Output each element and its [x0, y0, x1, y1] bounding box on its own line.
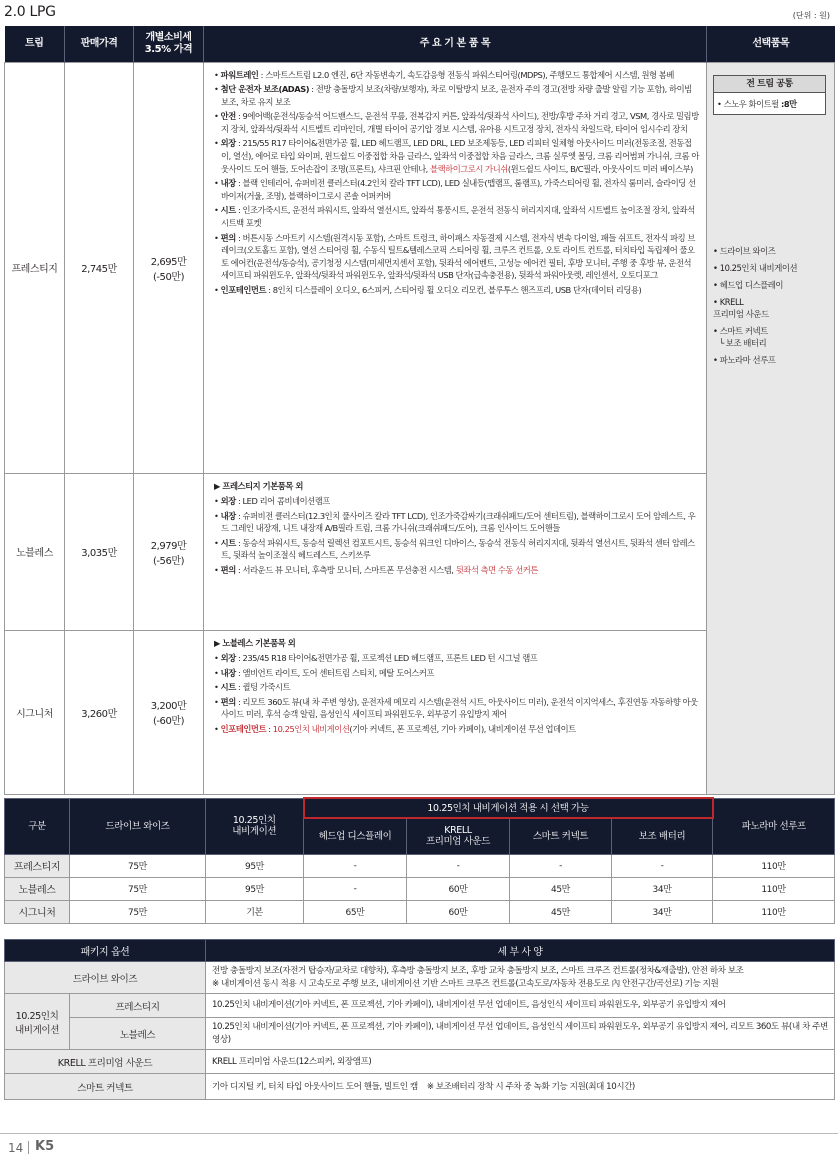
opt-header-battery: 보조 배터리: [612, 818, 713, 854]
feature-item: • 시트 : 퀼팅 가죽시트: [214, 682, 291, 693]
option-item: • 파노라마 선루프: [713, 354, 776, 365]
trim-tax-price: 3,200만 (-60만): [134, 630, 204, 794]
header-trim: 트림: [5, 26, 65, 62]
feature-list: [204, 473, 707, 630]
pkg-detail-drive-wise: 전방 충돌방지 보조(자전거 탑승자/교차로 대향차), 후측방 충돌방지 보조, 후방 교차 충돌방지 보조, 스마트 크루즈 컨트롤(정차&재출발), 안전 하차 보조 ※ 내비게이션 동시 적용 시 고속도로 주행 보조, 내비게이션 기반 스마트 크루즈 컨트롤(고속도로/자동차 전용도로 內 안전구간/곡선로) 기능 지원: [206, 962, 835, 994]
opt-row: [5, 900, 835, 923]
feature-item: • 첨단 운전자 보조(ADAS) : 전방 충돌방지 보조(차량/보행자), 차로 이탈방지 보조, 운전자 주의 경고(전방 차량 출발 알림 기능 포함), 하이빔 보조, 차로 유지 보조: [214, 84, 692, 107]
pkg-label-nav-noblesse: 노블레스: [70, 1018, 206, 1050]
pkg-label-drive-wise: 드라이브 와이즈: [5, 962, 206, 994]
trim-price: 2,745만: [65, 62, 134, 473]
opt-cell: -: [407, 854, 510, 877]
option-item: • 스마트 커넥트: [713, 325, 768, 336]
feature-item: • 외장 : 235/45 R18 타이어&전면가공 휠, 프로젝션 LED 헤드램프, 프론트 LED 턴 시그널 램프: [214, 653, 538, 664]
model-name: K5: [35, 1139, 55, 1154]
opt-header-category: 구분: [5, 798, 70, 854]
base-features-note: ▶ 프레스티지 기본품목 외: [214, 480, 303, 491]
option-item: 프리미엄 사운드: [713, 308, 769, 319]
opt-cell: 75만: [70, 900, 206, 923]
feature-list: [204, 630, 707, 794]
trim-name: 시그니처: [5, 630, 65, 794]
feature-item: • 인포테인먼트 : 10.25인치 내비게이션(기아 커넥트, 폰 프로젝션, 기아 카페이), 내비게이션 무선 업데이트: [214, 724, 576, 735]
page-number: 14: [8, 1141, 24, 1155]
option-item: • 드라이브 와이즈: [713, 245, 776, 256]
pkg-detail-nav-prestige: 10.25인치 내비게이션(기아 커넥트, 폰 프로젝션, 기아 카페이), 내비게이션 무선 업데이트, 음성인식 세이프티 파워윈도우, 외부공기 유입방지 제어: [206, 994, 835, 1018]
trim-row-prestige: [5, 62, 835, 473]
pkg-detail-nav-noblesse: 10.25인치 내비게이션(기아 커넥트, 폰 프로젝션, 기아 카페이), 내비게이션 무선 업데이트, 음성인식 세이프티 파워윈도우, 외부공기 유입방지 제어, 리모트 360도 뷰(내 차 주변 영상): [206, 1018, 835, 1050]
opt-header-drive-wise: 드라이브 와이즈: [70, 798, 206, 854]
opt-row-trim: 시그니처: [5, 900, 70, 923]
feature-item: • 편의 : 버튼시동 스마트키 시스템(원격시동 포함), 스마트 트렁크, 하이패스 자동결제 시스템, 전자식 변속 다이얼, 패들 쉬프트, 전자식 파킹 브레이크(오토홀드 포함), 열선 스티어링 휠, 수동식 틸트&텔레스코픽 스티어링 휠, 크루즈 컨트롤, 오토 라이트 컨트롤, 터치타입 독립제어 풀오토 에어컨(운전석/동승석), 공기청정 시스템(미세먼지센서 포함), 뒷좌석 에어벤트, 고성능 에어컨 필터, 후방 모니터, 주행 중 후방 뷰, 운전석 세이프티 파워윈도우, 앞좌석/뒷좌석 파워윈도우, 앞좌석/뒷좌석 USB 단자(급속충전용), 뒷좌석 파워아웃렛, 레인센서, 오토디포그: [214, 232, 695, 281]
opt-header-smart-connect: 스마트 커넥트: [510, 818, 612, 854]
trim-tax-price: 2,695만 (-50만): [134, 62, 204, 473]
opt-cell: 110만: [713, 854, 835, 877]
trim-name: 프레스티지: [5, 62, 65, 473]
opt-cell: 60만: [407, 900, 510, 923]
opt-row: [5, 877, 835, 900]
pkg-label-nav-prestige: 프레스티지: [70, 994, 206, 1018]
opt-header-hud: 헤드업 디스플레이: [304, 818, 407, 854]
opt-header-navigation: 10.25인치 내비게이션: [206, 798, 304, 854]
option-price-table: [4, 797, 835, 924]
page-title: 2.0 LPG: [4, 4, 56, 20]
trim-tax-price: 2,979만 (-56만): [134, 473, 204, 630]
feature-item: • 편의 : 리모트 360도 뷰(내 차 주변 영상), 운전자세 메모리 시스템(운전석 시트, 아웃사이드 미러), 운전석 이지억세스, 후진연동 자동하향 아웃사이드 미러, 후석 승객 알림, 음성인식 세이프티 파워윈도우, 외부공기 유입방지 제어: [214, 696, 698, 720]
trim-price: 3,035만: [65, 473, 134, 630]
opt-cell: -: [612, 854, 713, 877]
opt-cell: 65만: [304, 900, 407, 923]
opt-cell: 45만: [510, 900, 612, 923]
opt-header-panorama: 파노라마 선루프: [713, 798, 835, 854]
trim-table-header: [5, 26, 835, 62]
base-features-note: ▶ 노블레스 기본품목 외: [214, 637, 296, 648]
feature-item: • 내장 : 앰비언트 라이트, 도어 센터트림 스티치, 메탈 도어스커프: [214, 667, 434, 678]
opt-header-nav-group: 10.25인치 내비게이션 적용 시 선택 가능: [304, 798, 713, 818]
pkg-label-smart-connect: 스마트 커넥트: [5, 1074, 206, 1100]
trim-name: 노블레스: [5, 473, 65, 630]
option-item: • 10.25인치 내비게이션: [713, 262, 798, 273]
feature-item: • 외장 : LED 리어 콤비네이션램프: [214, 496, 330, 507]
trim-table: [4, 26, 835, 795]
opt-row-trim: 노블레스: [5, 877, 70, 900]
package-table: [4, 939, 835, 1100]
common-option-box: [713, 75, 826, 115]
opt-cell: -: [510, 854, 612, 877]
opt-cell: 34만: [612, 877, 713, 900]
feature-item: • 내장 : 슈퍼비전 클러스터(12.3인치 풀사이즈 칼라 TFT LCD), 인조가죽감싸기(크래쉬패드/도어 센터트림), 블랙하이그로시 도어 암레스트, 우드 그레인 내장재, 니트 내장재 A/B필라 트림, 크롬 가니쉬(크래쉬패드/도어), 크롬 인사이드 도어핸들: [214, 510, 696, 534]
pkg-header-detail: 세 부 사 양: [206, 940, 835, 962]
header-tax-price: 개별소비세 3.5% 가격: [134, 26, 204, 62]
feature-item: • 내장 : 블랙 인테리어, 슈퍼비전 클러스터(4.2인치 칼라 TFT LCD), LED 실내등(맵램프, 룸램프), 가죽스티어링 휠, 전자식 룸미러, 슬라이딩 선바이저(거울, 조명), 블랙하이그로시 콘솔 어퍼커버: [214, 178, 696, 201]
feature-item: • 시트 : 동승석 파워시트, 동승석 릴렉션 컴포트시트, 동승석 워크인 디바이스, 동승석 전동식 허리지지대, 뒷좌석 열선시트, 뒷좌석 센터 암레스트, 뒷좌석 높이조절식 헤드레스트, 스키쓰루: [214, 537, 695, 561]
option-column: [707, 62, 835, 794]
opt-cell: 45만: [510, 877, 612, 900]
opt-cell: 95만: [206, 854, 304, 877]
header-price: 판매가격: [65, 26, 134, 62]
opt-cell: -: [304, 877, 407, 900]
unit-note: (단위 : 원): [792, 11, 830, 20]
feature-item: • 편의 : 서라운드 뷰 모니터, 후측방 모니터, 스마트폰 무선충전 시스템, 뒷좌석 측면 수동 선커튼: [214, 565, 538, 576]
opt-cell: 기본: [206, 900, 304, 923]
feature-item: • 인포테인먼트 : 8인치 디스플레이 오디오, 6스피커, 스티어링 휠 오디오 리모컨, 블루투스 핸즈프리, USB 단자(데이터 리딩용): [214, 285, 642, 295]
feature-list: [204, 62, 707, 473]
option-item: • 헤드업 디스플레이: [713, 279, 784, 290]
common-box-title: 전 트림 공통: [714, 76, 825, 93]
feature-item: • 안전 : 9에어백(운전석/동승석 어드밴스드, 운전석 무릎, 전복감지 커튼, 앞좌석/뒷좌석 사이드), 전방/후방 주차 거리 경고, VSM, 경사로 밀림방지 장치, 앞좌석/뒷좌석 시트벨트 리마인더, 개별 타이어 공기압 경보 시스템, 유아용 시트고정 장치, 전자식 차일드락, 타이어 임시수리 장치: [214, 111, 699, 134]
common-box-body: • 스노우 화이트펄 :8만: [717, 98, 797, 109]
opt-header-krell: KRELL 프리미엄 사운드: [407, 818, 510, 854]
footer-divider: [28, 1141, 29, 1154]
feature-item: • 파워트레인 : 스마트스트림 L2.0 엔진, 6단 자동변속기, 속도감응형 전동식 파워스티어링(MDPS), 주행모드 통합제어 시스템, 원형 봄베: [214, 69, 674, 80]
pkg-detail-smart-connect: 기아 디지털 키, 터치 타입 아웃사이드 도어 핸들, 빌트인 캠 ※ 보조배터리 장착 시 주차 중 녹화 기능 지원(최대 10시간): [206, 1074, 835, 1100]
pkg-label-navigation: 10.25인치 내비게이션: [5, 994, 70, 1050]
pkg-detail-krell: KRELL 프리미엄 사운드(12스피커, 외장앰프): [206, 1050, 835, 1074]
pkg-header-package: 패키지 옵션: [5, 940, 206, 962]
opt-cell: 75만: [70, 854, 206, 877]
opt-cell: 95만: [206, 877, 304, 900]
trim-price: 3,260만: [65, 630, 134, 794]
page-footer: [0, 1133, 838, 1164]
opt-cell: 60만: [407, 877, 510, 900]
option-item: • KRELL: [713, 296, 744, 307]
opt-cell: 34만: [612, 900, 713, 923]
opt-cell: 110만: [713, 900, 835, 923]
opt-cell: 110만: [713, 877, 835, 900]
opt-row-trim: 프레스티지: [5, 854, 70, 877]
option-item: └ 보조 배터리: [719, 337, 767, 348]
header-features: 주 요 기 본 품 목: [204, 26, 707, 62]
header-options: 선택품목: [752, 38, 790, 49]
feature-item: • 외장 : 215/55 R17 타이어&전면가공 휠, LED 헤드램프, LED DRL, LED 보조제동등, LED 리피터 일체형 아웃사이드 미러(전동조절, 전동접이, 열선), 에어로 타입 와이퍼, 윈드쉴드 이중접합 차음 글라스, 앞좌석 이중접합 차음 글라스, 크롬 실루엣 몰딩, 크롬 리어범퍼 가니쉬, 크롬 아웃사이드 도어 핸들, 도어손잡이 조명(프론트), 샤크핀 안테나, 블랙하이그로시 가니쉬(윈드쉴드 사이드, B/C필라, 아웃사이드 미러 베이스부): [214, 138, 699, 174]
opt-row: [5, 854, 835, 877]
opt-cell: -: [304, 854, 407, 877]
feature-item: • 시트 : 인조가죽시트, 운전석 파워시트, 앞좌석 열선시트, 앞좌석 통풍시트, 운전석 전동식 허리지지대, 앞좌석 시트벨트 높이조절 장치, 앞좌석 시트백 포켓: [214, 205, 695, 229]
opt-cell: 75만: [70, 877, 206, 900]
pkg-label-krell: KRELL 프리미엄 사운드: [5, 1050, 206, 1074]
